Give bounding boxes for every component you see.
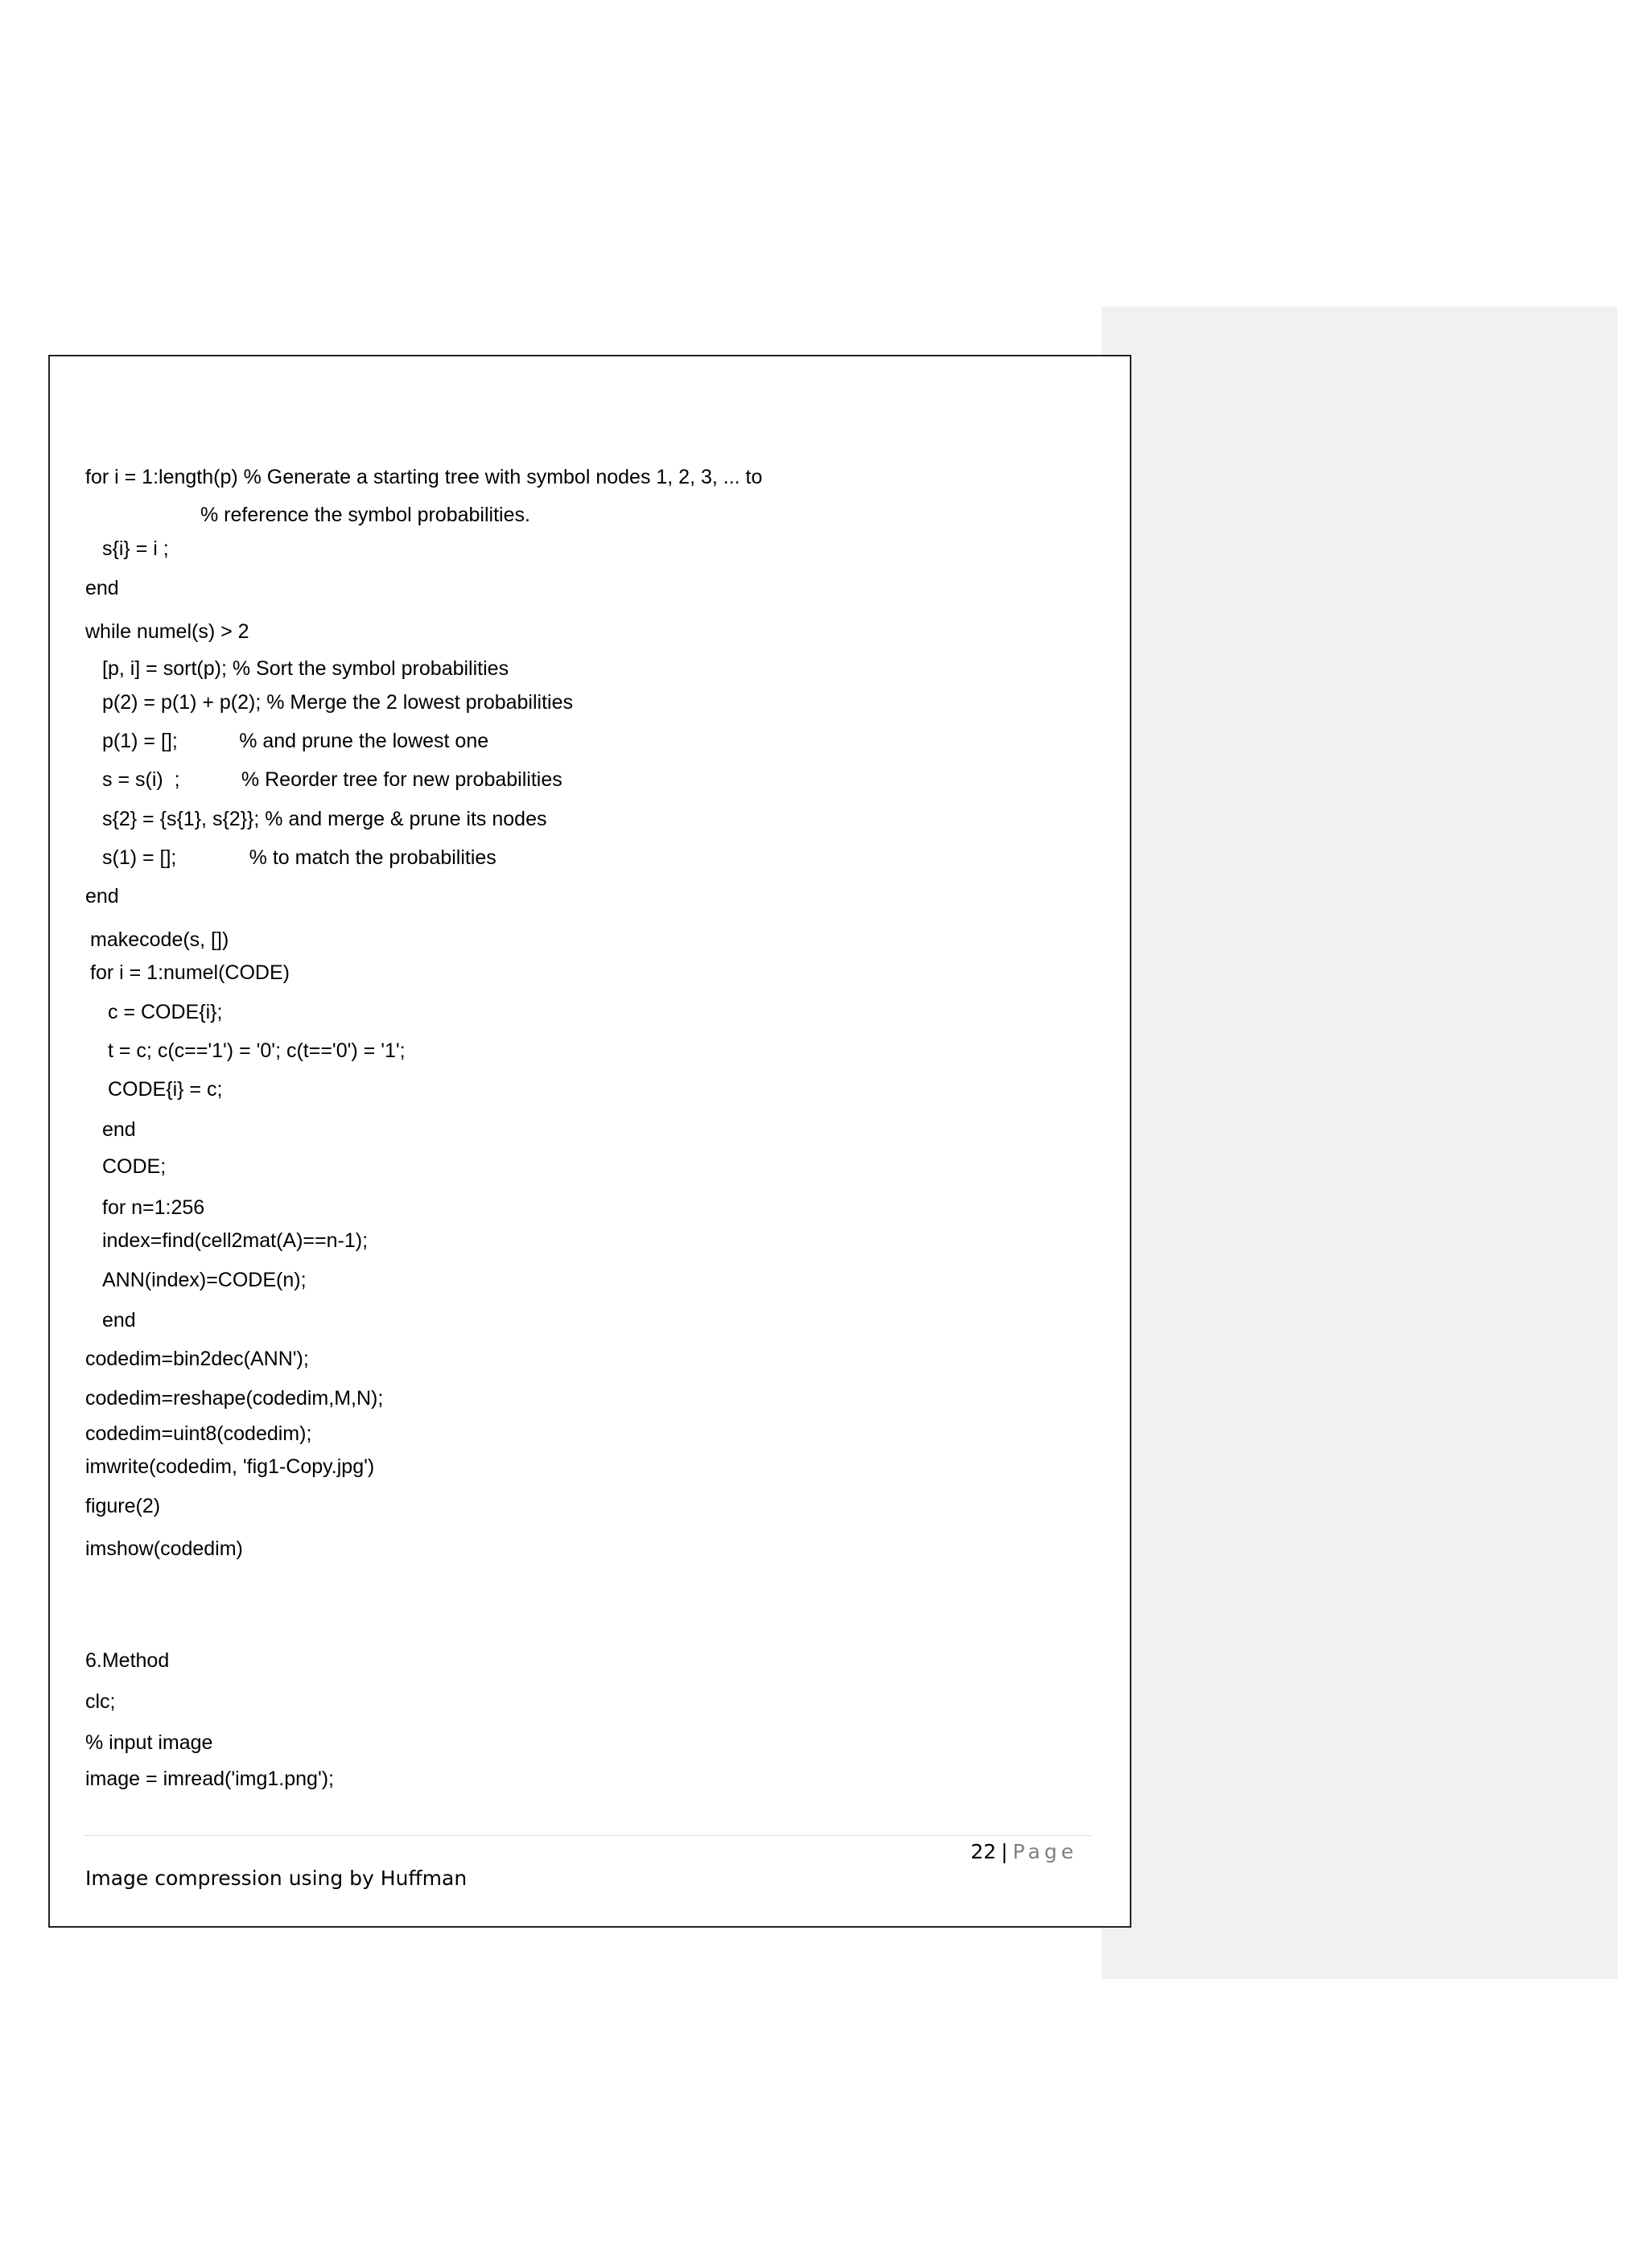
footer-title: Image compression using by Huffman <box>85 1867 468 1890</box>
code-line: CODE{i} = c; <box>108 1078 223 1101</box>
code-line: s(1) = []; % to match the probabilities <box>102 846 496 869</box>
code-line: end <box>102 1118 136 1141</box>
code-line: for n=1:256 <box>102 1196 205 1219</box>
code-line: while numel(s) > 2 <box>85 620 249 643</box>
code-line: CODE; <box>102 1155 167 1178</box>
code-line: p(2) = p(1) + p(2); % Merge the 2 lowest probabilities <box>102 691 573 714</box>
code-line: s{2} = {s{1}, s{2}}; % and merge & prune its nodes <box>102 808 547 830</box>
code-line: imshow(codedim) <box>85 1537 243 1560</box>
comment-pane <box>1102 307 1617 1979</box>
code-line: % input image <box>85 1731 213 1754</box>
code-line: end <box>85 577 119 599</box>
code-line: s{i} = i ; <box>102 537 169 560</box>
footer-divider <box>84 1835 1091 1836</box>
code-line: clc; <box>85 1690 116 1713</box>
code-line: ANN(index)=CODE(n); <box>102 1269 307 1291</box>
code-line: % reference the symbol probabilities. <box>200 504 530 526</box>
code-line: t = c; c(c=='1') = '0'; c(t=='0') = '1'; <box>108 1039 406 1062</box>
code-line: image = imread('img1.png'); <box>85 1768 334 1790</box>
code-line: imwrite(codedim, 'fig1-Copy.jpg') <box>85 1455 375 1478</box>
code-line: figure(2) <box>85 1495 161 1517</box>
page-word: Page <box>1012 1840 1077 1863</box>
code-line: [p, i] = sort(p); % Sort the symbol probabilities <box>102 657 509 680</box>
code-line: makecode(s, []) <box>90 928 229 951</box>
code-line: codedim=uint8(codedim); <box>85 1422 312 1445</box>
page-number <box>970 1840 1077 1864</box>
code-line: end <box>85 885 119 908</box>
code-line: p(1) = []; % and prune the lowest one <box>102 730 489 752</box>
code-line: index=find(cell2mat(A)==n-1); <box>102 1229 369 1252</box>
code-line: codedim=reshape(codedim,M,N); <box>85 1387 384 1410</box>
section-heading: 6.Method <box>85 1649 170 1672</box>
code-line: s = s(i) ; % Reorder tree for new probabilities <box>102 768 562 791</box>
code-line: for i = 1:length(p) % Generate a starting tree with symbol nodes 1, 2, 3, ... to <box>85 466 763 488</box>
page-number-value: 22 <box>970 1840 997 1863</box>
page-number-separator: | <box>1001 1840 1008 1863</box>
code-line: c = CODE{i}; <box>108 1001 223 1023</box>
page-frame <box>48 355 1131 1928</box>
code-line: for i = 1:numel(CODE) <box>90 961 290 984</box>
code-line: end <box>102 1309 136 1332</box>
code-line: codedim=bin2dec(ANN'); <box>85 1348 309 1370</box>
